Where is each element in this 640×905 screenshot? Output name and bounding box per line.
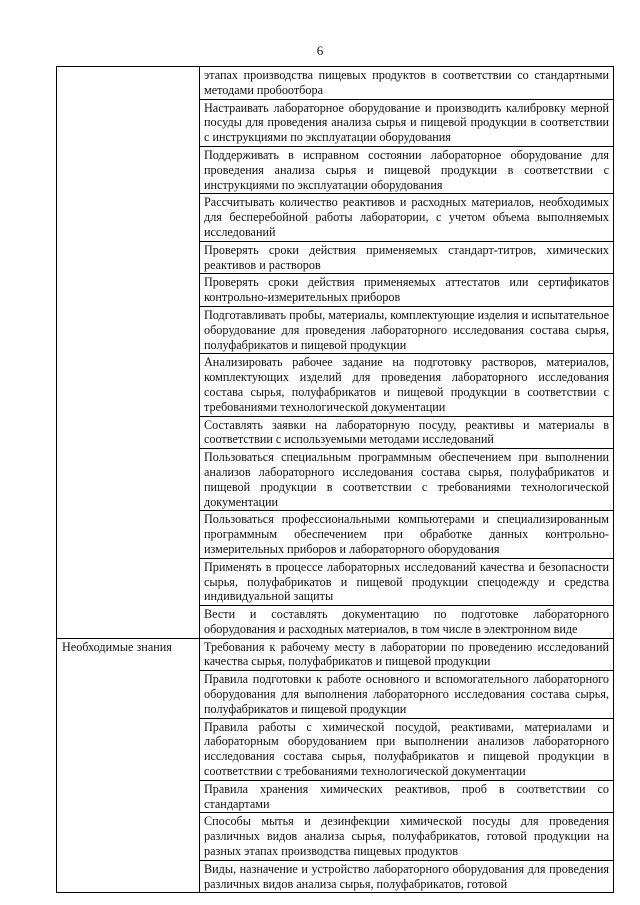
- skill-cell: Настраивать лабораторное оборудование и производить калибровку мерной посуды для проведения анализа сырья и пищевой продукции в соответствии с инструкциями по эксплуатации оборудования: [200, 99, 614, 146]
- knowledge-cell: Правила подготовки к работе основного и вспомогательного лабораторного оборудования для выполнения лабораторного исследования состава сырья, полуфабрикатов и пищевой продукции: [200, 671, 614, 718]
- skill-cell: Анализировать рабочее задание на подготовку растворов, материалов, комплектующих изделий для проведения лабораторного исследования состава сырья, полуфабрикатов и пищевой продукции в соответствии с требованиями технологической документации: [200, 354, 614, 416]
- skill-cell: Применять в процессе лабораторных исследований качества и безопасности сырья, полуфабрикатов и пищевой продукции спецодежду и средства индивидуальной защиты: [200, 558, 614, 605]
- skill-cell: Проверять сроки действия применяемых стандарт-титров, химических реактивов и растворов: [200, 241, 614, 274]
- skill-cell: Поддерживать в исправном состоянии лабораторное оборудование для проведения анализа сырья и пищевой продукции в соответствии с инструкциями по эксплуатации оборудования: [200, 146, 614, 193]
- skill-cell: Проверять сроки действия применяемых аттестатов или сертификатов контрольно-измерительных приборов: [200, 274, 614, 307]
- knowledge-cell: Способы мытья и дезинфекции химической посуды для проведения различных видов анализа сырья, полуфабрикатов, готовой продукции на разных этапах производства пищевых продуктов: [200, 813, 614, 860]
- knowledge-label-cell: Необходимые знания: [57, 638, 200, 893]
- knowledge-cell: Правила работы с химической посудой, реактивами, материалами и лабораторным оборудованием при выполнении анализов лабораторного исследования состава сырья, полуфабрикатов и пищевой продукции в соответствии с требованиями технологической документации: [200, 718, 614, 780]
- knowledge-cell: Виды, назначение и устройство лабораторного оборудования для проведения различных видов анализа сырья, полуфабрикатов, готовой: [200, 860, 614, 893]
- requirements-table: [56, 66, 614, 893]
- page-number: 6: [316, 43, 324, 58]
- skill-cell: этапах производства пищевых продуктов в соответствии со стандартными методами пробоотбора: [200, 67, 614, 100]
- skills-label-cell: [57, 67, 200, 639]
- skill-cell: Вести и составлять документацию по подготовке лабораторного оборудования и расходных материалов, в том числе в электронном виде: [200, 606, 614, 639]
- table-row: [57, 638, 614, 671]
- knowledge-cell: Правила хранения химических реактивов, проб в соответствии со стандартами: [200, 780, 614, 813]
- skill-cell: Подготавливать пробы, материалы, комплектующие изделия и испытательное оборудование для проведения лабораторного исследования состава сырья, полуфабрикатов и пищевой продукции: [200, 306, 614, 353]
- skill-cell: Составлять заявки на лабораторную посуду, реактивы и материалы в соответствии с используемыми методами исследований: [200, 416, 614, 449]
- table-row: [57, 67, 614, 100]
- skill-cell: Рассчитывать количество реактивов и расходных материалов, необходимых для бесперебойной работы лаборатории, с учетом объема выполняемых исследований: [200, 194, 614, 241]
- skill-cell: Пользоваться специальным программным обеспечением при выполнении анализов лабораторного исследования состава сырья, полуфабрикатов и пищевой продукции в соответствии с требованиями технологической документации: [200, 449, 614, 511]
- knowledge-cell: Требования к рабочему месту в лаборатории по проведению исследований качества сырья, полуфабрикатов и пищевой продукции: [200, 638, 614, 671]
- skill-cell: Пользоваться профессиональными компьютерами и специализированным программным обеспечением при обработке данных контрольно-измерительных приборов и лабораторного оборудования: [200, 511, 614, 558]
